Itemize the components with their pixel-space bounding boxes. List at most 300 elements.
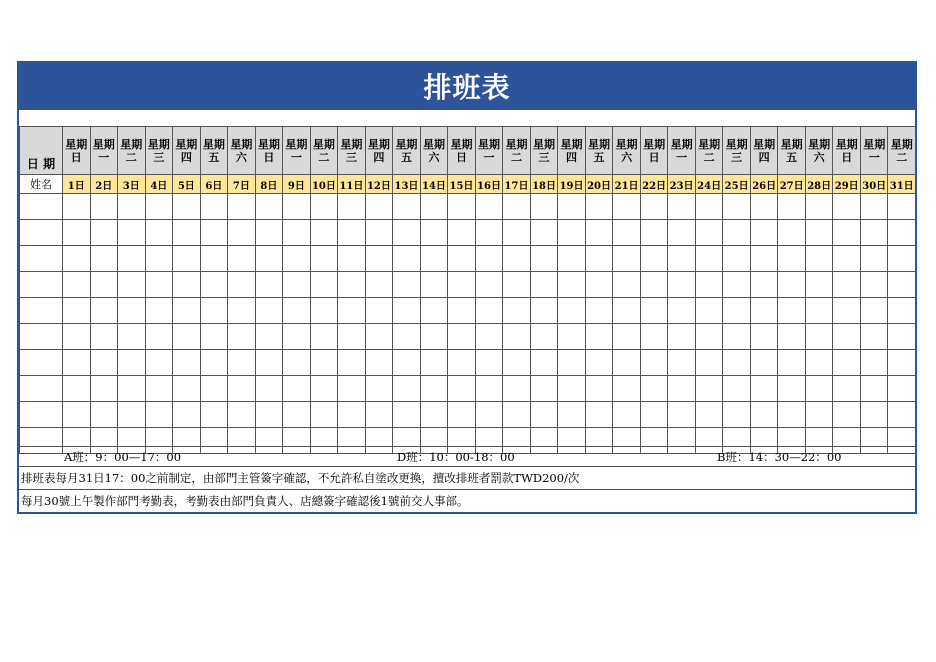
shift-cell[interactable] <box>613 220 641 246</box>
shift-cell[interactable] <box>723 324 751 350</box>
shift-cell[interactable] <box>833 272 861 298</box>
shift-cell[interactable] <box>310 272 338 298</box>
shift-cell[interactable] <box>310 220 338 246</box>
shift-cell[interactable] <box>173 272 201 298</box>
weekday-cell <box>723 127 751 175</box>
shift-cell[interactable] <box>255 402 283 428</box>
shift-cell[interactable] <box>118 350 146 376</box>
shift-cell[interactable] <box>585 194 613 220</box>
schedule-grid <box>19 126 916 454</box>
shift-cell[interactable] <box>338 350 366 376</box>
shift-cell[interactable] <box>365 350 393 376</box>
shift-cell[interactable] <box>63 246 91 272</box>
shift-cell[interactable] <box>640 194 668 220</box>
shift-cell[interactable] <box>668 376 696 402</box>
shift-cell[interactable] <box>255 272 283 298</box>
shift-cell[interactable] <box>503 376 531 402</box>
shift-cell[interactable] <box>420 350 448 376</box>
shift-cell[interactable] <box>503 246 531 272</box>
shift-cell[interactable] <box>833 220 861 246</box>
date-label: 日 期 <box>20 127 63 175</box>
shift-cell[interactable] <box>118 246 146 272</box>
shift-cell[interactable] <box>778 272 806 298</box>
weekday-label: 星期五 <box>395 137 418 164</box>
shift-cell[interactable] <box>200 272 228 298</box>
shift-cell[interactable] <box>475 298 503 324</box>
shift-cell[interactable] <box>200 298 228 324</box>
shift-cell[interactable] <box>118 324 146 350</box>
shift-cell[interactable] <box>90 376 118 402</box>
shift-cell[interactable] <box>283 402 311 428</box>
shift-cell[interactable] <box>173 298 201 324</box>
shift-cell[interactable] <box>90 402 118 428</box>
shift-cell[interactable] <box>503 272 531 298</box>
shift-cell[interactable] <box>365 402 393 428</box>
shift-cell[interactable] <box>778 194 806 220</box>
shift-cell[interactable] <box>393 298 421 324</box>
shift-cell[interactable] <box>118 376 146 402</box>
weekday-cell <box>750 127 778 175</box>
shift-cell[interactable] <box>860 220 888 246</box>
employee-name-cell[interactable] <box>20 272 63 298</box>
shift-cell[interactable] <box>90 298 118 324</box>
shift-cell[interactable] <box>228 350 256 376</box>
shift-cell[interactable] <box>145 246 173 272</box>
shift-cell[interactable] <box>613 298 641 324</box>
employee-name-cell[interactable] <box>20 376 63 402</box>
shift-cell[interactable] <box>475 350 503 376</box>
shift-cell[interactable] <box>668 272 696 298</box>
shift-cell[interactable] <box>228 220 256 246</box>
shift-cell[interactable] <box>283 350 311 376</box>
shift-cell[interactable] <box>750 376 778 402</box>
shift-cell[interactable] <box>393 402 421 428</box>
shift-cell[interactable] <box>200 350 228 376</box>
shift-cell[interactable] <box>338 246 366 272</box>
shift-cell[interactable] <box>90 220 118 246</box>
shift-cell[interactable] <box>173 350 201 376</box>
shift-cell[interactable] <box>228 298 256 324</box>
shift-cell[interactable] <box>613 324 641 350</box>
shift-cell[interactable] <box>640 298 668 324</box>
shift-cell[interactable] <box>255 376 283 402</box>
shift-cell[interactable] <box>750 350 778 376</box>
shift-cell[interactable] <box>833 246 861 272</box>
shift-cell[interactable] <box>63 220 91 246</box>
shift-cell[interactable] <box>283 272 311 298</box>
shift-cell[interactable] <box>695 220 723 246</box>
shift-cell[interactable] <box>640 402 668 428</box>
shift-cell[interactable] <box>613 194 641 220</box>
shift-cell[interactable] <box>475 272 503 298</box>
shift-cell[interactable] <box>420 246 448 272</box>
shift-cell[interactable] <box>310 246 338 272</box>
shift-cell[interactable] <box>750 246 778 272</box>
employee-name-cell[interactable] <box>20 324 63 350</box>
shift-cell[interactable] <box>393 220 421 246</box>
shift-cell[interactable] <box>310 298 338 324</box>
shift-cell[interactable] <box>173 324 201 350</box>
shift-cell[interactable] <box>448 324 476 350</box>
shift-cell[interactable] <box>530 298 558 324</box>
shift-cell[interactable] <box>778 402 806 428</box>
shift-cell[interactable] <box>338 324 366 350</box>
shift-cell[interactable] <box>695 298 723 324</box>
shift-cell[interactable] <box>530 246 558 272</box>
shift-cell[interactable] <box>90 350 118 376</box>
shift-cell[interactable] <box>310 324 338 350</box>
shift-cell[interactable] <box>200 376 228 402</box>
shift-cell[interactable] <box>888 350 916 376</box>
shift-cell[interactable] <box>558 272 586 298</box>
shift-cell[interactable] <box>448 350 476 376</box>
date-cell: 10日 <box>310 175 338 194</box>
shift-cell[interactable] <box>723 298 751 324</box>
shift-cell[interactable] <box>833 376 861 402</box>
shift-cell[interactable] <box>695 350 723 376</box>
shift-cell[interactable] <box>228 194 256 220</box>
shift-cell[interactable] <box>475 246 503 272</box>
shift-cell[interactable] <box>860 246 888 272</box>
shift-cell[interactable] <box>750 298 778 324</box>
shift-cell[interactable] <box>503 350 531 376</box>
shift-cell[interactable] <box>255 324 283 350</box>
shift-cell[interactable] <box>668 246 696 272</box>
shift-cell[interactable] <box>338 272 366 298</box>
shift-cell[interactable] <box>888 272 916 298</box>
shift-cell[interactable] <box>173 402 201 428</box>
shift-cell[interactable] <box>805 298 833 324</box>
shift-cell[interactable] <box>530 220 558 246</box>
shift-cell[interactable] <box>860 350 888 376</box>
shift-cell[interactable] <box>888 324 916 350</box>
shift-cell[interactable] <box>778 298 806 324</box>
weekday-label: 星期六 <box>808 137 831 164</box>
shift-cell[interactable] <box>640 324 668 350</box>
shift-cell[interactable] <box>338 298 366 324</box>
shift-cell[interactable] <box>778 350 806 376</box>
shift-cell[interactable] <box>805 324 833 350</box>
shift-cell[interactable] <box>888 194 916 220</box>
shift-cell[interactable] <box>475 324 503 350</box>
shift-cell[interactable] <box>393 194 421 220</box>
shift-cell[interactable] <box>283 324 311 350</box>
shift-cell[interactable] <box>475 220 503 246</box>
shift-cell[interactable] <box>448 376 476 402</box>
shift-cell[interactable] <box>695 194 723 220</box>
shift-cell[interactable] <box>420 194 448 220</box>
shift-cell[interactable] <box>888 246 916 272</box>
shift-cell[interactable] <box>393 350 421 376</box>
shift-cell[interactable] <box>475 376 503 402</box>
shift-d-text: D班：10：00-18：00 <box>397 450 515 464</box>
employee-name-cell[interactable] <box>20 194 63 220</box>
shift-cell[interactable] <box>420 376 448 402</box>
shift-cell[interactable] <box>805 246 833 272</box>
shift-cell[interactable] <box>90 194 118 220</box>
shift-cell[interactable] <box>723 194 751 220</box>
shift-cell[interactable] <box>448 246 476 272</box>
shift-cell[interactable] <box>255 298 283 324</box>
shift-cell[interactable] <box>393 324 421 350</box>
shift-cell[interactable] <box>145 402 173 428</box>
shift-cell[interactable] <box>420 220 448 246</box>
shift-cell[interactable] <box>255 350 283 376</box>
shift-cell[interactable] <box>558 194 586 220</box>
shift-cell[interactable] <box>530 272 558 298</box>
shift-cell[interactable] <box>365 272 393 298</box>
shift-cell[interactable] <box>805 376 833 402</box>
shift-cell[interactable] <box>503 194 531 220</box>
shift-cell[interactable] <box>118 220 146 246</box>
shift-cell[interactable] <box>448 298 476 324</box>
shift-cell[interactable] <box>420 298 448 324</box>
shift-cell[interactable] <box>228 324 256 350</box>
shift-cell[interactable] <box>475 402 503 428</box>
weekday-cell <box>283 127 311 175</box>
shift-cell[interactable] <box>585 246 613 272</box>
shift-cell[interactable] <box>833 324 861 350</box>
shift-cell[interactable] <box>558 246 586 272</box>
shift-cell[interactable] <box>173 246 201 272</box>
shift-cell[interactable] <box>530 194 558 220</box>
shift-cell[interactable] <box>228 376 256 402</box>
employee-name-cell[interactable] <box>20 350 63 376</box>
shift-cell[interactable] <box>585 298 613 324</box>
shift-cell[interactable] <box>63 194 91 220</box>
shift-cell[interactable] <box>585 272 613 298</box>
shift-cell[interactable] <box>365 220 393 246</box>
shift-cell[interactable] <box>393 376 421 402</box>
shift-cell[interactable] <box>448 402 476 428</box>
shift-cell[interactable] <box>200 194 228 220</box>
shift-cell[interactable] <box>393 272 421 298</box>
shift-cell[interactable] <box>283 376 311 402</box>
shift-cell[interactable] <box>530 350 558 376</box>
shift-cell[interactable] <box>228 246 256 272</box>
shift-cell[interactable] <box>695 324 723 350</box>
shift-cell[interactable] <box>365 194 393 220</box>
shift-cell[interactable] <box>310 350 338 376</box>
shift-cell[interactable] <box>723 272 751 298</box>
shift-cell[interactable] <box>805 220 833 246</box>
shift-cell[interactable] <box>200 324 228 350</box>
shift-cell[interactable] <box>668 220 696 246</box>
shift-cell[interactable] <box>585 402 613 428</box>
shift-cell[interactable] <box>750 402 778 428</box>
shift-cell[interactable] <box>145 324 173 350</box>
shift-cell[interactable] <box>558 402 586 428</box>
shift-cell[interactable] <box>833 298 861 324</box>
shift-cell[interactable] <box>310 402 338 428</box>
shift-cell[interactable] <box>750 272 778 298</box>
shift-cell[interactable] <box>695 272 723 298</box>
shift-cell[interactable] <box>200 220 228 246</box>
shift-cell[interactable] <box>585 350 613 376</box>
shift-cell[interactable] <box>750 220 778 246</box>
employee-name-cell[interactable] <box>20 246 63 272</box>
shift-cell[interactable] <box>338 376 366 402</box>
shift-cell[interactable] <box>888 402 916 428</box>
shift-cell[interactable] <box>585 376 613 402</box>
shift-cell[interactable] <box>420 402 448 428</box>
shift-cell[interactable] <box>640 272 668 298</box>
shift-cell[interactable] <box>448 220 476 246</box>
shift-cell[interactable] <box>805 350 833 376</box>
shift-cell[interactable] <box>283 194 311 220</box>
shift-cell[interactable] <box>888 298 916 324</box>
date-cell: 3日 <box>118 175 146 194</box>
shift-cell[interactable] <box>365 376 393 402</box>
shift-cell[interactable] <box>228 272 256 298</box>
shift-cell[interactable] <box>365 324 393 350</box>
shift-cell[interactable] <box>283 246 311 272</box>
shift-cell[interactable] <box>723 220 751 246</box>
shift-cell[interactable] <box>63 298 91 324</box>
shift-cell[interactable] <box>503 402 531 428</box>
shift-cell[interactable] <box>723 350 751 376</box>
shift-cell[interactable] <box>613 246 641 272</box>
shift-cell[interactable] <box>530 402 558 428</box>
shift-cell[interactable] <box>860 194 888 220</box>
weekday-cell <box>173 127 201 175</box>
shift-cell[interactable] <box>310 376 338 402</box>
shift-cell[interactable] <box>695 402 723 428</box>
shift-cell[interactable] <box>640 220 668 246</box>
shift-cell[interactable] <box>860 324 888 350</box>
shift-cell[interactable] <box>833 402 861 428</box>
shift-cell[interactable] <box>448 272 476 298</box>
shift-cell[interactable] <box>860 272 888 298</box>
shift-cell[interactable] <box>255 194 283 220</box>
shift-cell[interactable] <box>695 246 723 272</box>
shift-cell[interactable] <box>255 220 283 246</box>
shift-cell[interactable] <box>558 376 586 402</box>
shift-cell[interactable] <box>723 376 751 402</box>
shift-cell[interactable] <box>503 298 531 324</box>
shift-cell[interactable] <box>833 194 861 220</box>
weekday-cell <box>365 127 393 175</box>
shift-cell[interactable] <box>145 220 173 246</box>
shift-cell[interactable] <box>668 194 696 220</box>
shift-cell[interactable] <box>585 324 613 350</box>
shift-cell[interactable] <box>283 298 311 324</box>
shift-cell[interactable] <box>173 376 201 402</box>
shift-cell[interactable] <box>118 298 146 324</box>
shift-cell[interactable] <box>145 376 173 402</box>
shift-cell[interactable] <box>63 324 91 350</box>
shift-cell[interactable] <box>310 194 338 220</box>
shift-cell[interactable] <box>200 402 228 428</box>
shift-cell[interactable] <box>558 324 586 350</box>
shift-cell[interactable] <box>888 220 916 246</box>
shift-cell[interactable] <box>90 324 118 350</box>
shift-cell[interactable] <box>778 246 806 272</box>
shift-cell[interactable] <box>530 324 558 350</box>
shift-cell[interactable] <box>558 220 586 246</box>
shift-cell[interactable] <box>778 376 806 402</box>
employee-name-cell[interactable] <box>20 298 63 324</box>
shift-cell[interactable] <box>723 402 751 428</box>
shift-cell[interactable] <box>503 220 531 246</box>
shift-cell[interactable] <box>860 298 888 324</box>
shift-cell[interactable] <box>63 272 91 298</box>
shift-cell[interactable] <box>145 298 173 324</box>
shift-cell[interactable] <box>805 402 833 428</box>
shift-cell[interactable] <box>338 402 366 428</box>
shift-cell[interactable] <box>283 220 311 246</box>
shift-cell[interactable] <box>173 194 201 220</box>
shift-cell[interactable] <box>255 246 283 272</box>
shift-cell[interactable] <box>750 324 778 350</box>
shift-cell[interactable] <box>118 402 146 428</box>
shift-cell[interactable] <box>613 272 641 298</box>
shift-cell[interactable] <box>503 324 531 350</box>
shift-cell[interactable] <box>613 350 641 376</box>
employee-name-cell[interactable] <box>20 220 63 246</box>
shift-cell[interactable] <box>118 272 146 298</box>
shift-cell[interactable] <box>778 220 806 246</box>
shift-cell[interactable] <box>63 402 91 428</box>
shift-cell[interactable] <box>365 246 393 272</box>
shift-cell[interactable] <box>558 350 586 376</box>
shift-cell[interactable] <box>613 402 641 428</box>
shift-cell[interactable] <box>338 194 366 220</box>
shift-cell[interactable] <box>145 194 173 220</box>
shift-cell[interactable] <box>860 402 888 428</box>
shift-cell[interactable] <box>145 272 173 298</box>
shift-cell[interactable] <box>365 298 393 324</box>
shift-cell[interactable] <box>200 246 228 272</box>
shift-cell[interactable] <box>723 246 751 272</box>
shift-cell[interactable] <box>448 194 476 220</box>
employee-name-cell[interactable] <box>20 402 63 428</box>
shift-cell[interactable] <box>640 376 668 402</box>
shift-cell[interactable] <box>530 376 558 402</box>
shift-cell[interactable] <box>860 376 888 402</box>
shift-cell[interactable] <box>668 402 696 428</box>
shift-cell[interactable] <box>640 350 668 376</box>
shift-cell[interactable] <box>173 220 201 246</box>
shift-cell[interactable] <box>613 376 641 402</box>
shift-cell[interactable] <box>558 298 586 324</box>
shift-cell[interactable] <box>668 298 696 324</box>
shift-cell[interactable] <box>420 272 448 298</box>
shift-cell[interactable] <box>888 376 916 402</box>
shift-cell[interactable] <box>63 350 91 376</box>
shift-cell[interactable] <box>805 272 833 298</box>
shift-cell[interactable] <box>640 246 668 272</box>
shift-cell[interactable] <box>338 220 366 246</box>
shift-cell[interactable] <box>778 324 806 350</box>
shift-cell[interactable] <box>585 220 613 246</box>
shift-cell[interactable] <box>90 272 118 298</box>
shift-cell[interactable] <box>805 194 833 220</box>
shift-cell[interactable] <box>750 194 778 220</box>
shift-cell[interactable] <box>475 194 503 220</box>
shift-cell[interactable] <box>695 376 723 402</box>
shift-cell[interactable] <box>393 246 421 272</box>
shift-cell[interactable] <box>228 402 256 428</box>
shift-cell[interactable] <box>668 324 696 350</box>
shift-cell[interactable] <box>668 350 696 376</box>
shift-cell[interactable] <box>145 350 173 376</box>
shift-cell[interactable] <box>63 376 91 402</box>
shift-cell[interactable] <box>833 350 861 376</box>
shift-cell[interactable] <box>90 246 118 272</box>
shift-cell[interactable] <box>420 324 448 350</box>
shift-cell[interactable] <box>118 194 146 220</box>
